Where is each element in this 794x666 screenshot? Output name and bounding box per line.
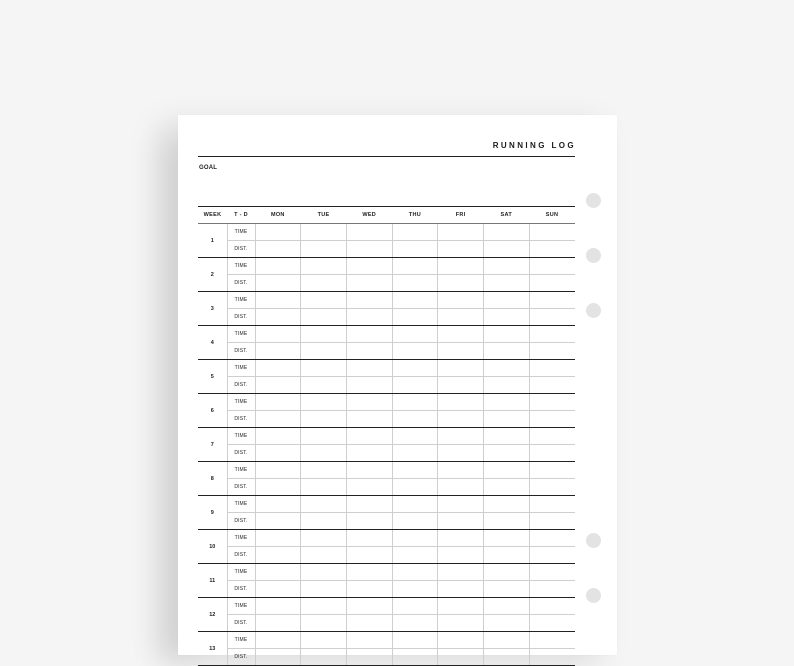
log-entry-cell[interactable] bbox=[483, 292, 529, 309]
log-entry-cell[interactable] bbox=[346, 377, 392, 394]
log-entry-cell[interactable] bbox=[483, 632, 529, 649]
log-entry-cell[interactable] bbox=[346, 479, 392, 496]
log-entry-cell[interactable] bbox=[483, 496, 529, 513]
log-entry-cell[interactable] bbox=[483, 326, 529, 343]
log-entry-cell[interactable] bbox=[301, 496, 347, 513]
log-entry-cell[interactable] bbox=[529, 360, 575, 377]
log-entry-cell[interactable] bbox=[483, 411, 529, 428]
log-entry-cell[interactable] bbox=[255, 479, 301, 496]
log-entry-cell[interactable] bbox=[483, 258, 529, 275]
log-entry-cell[interactable] bbox=[483, 479, 529, 496]
log-entry-cell[interactable] bbox=[255, 224, 301, 241]
log-entry-cell[interactable] bbox=[438, 275, 484, 292]
binder-hole bbox=[586, 533, 601, 548]
log-entry-cell[interactable] bbox=[255, 275, 301, 292]
log-entry-cell[interactable] bbox=[301, 530, 347, 547]
log-entry-cell[interactable] bbox=[483, 615, 529, 632]
log-entry-cell[interactable] bbox=[301, 292, 347, 309]
log-entry-cell[interactable] bbox=[346, 411, 392, 428]
log-entry-cell[interactable] bbox=[346, 326, 392, 343]
log-entry-cell[interactable] bbox=[438, 479, 484, 496]
distance-label: DIST. bbox=[227, 275, 255, 292]
log-entry-cell[interactable] bbox=[529, 462, 575, 479]
log-entry-cell[interactable] bbox=[392, 479, 438, 496]
log-entry-cell[interactable] bbox=[483, 513, 529, 530]
log-entry-cell[interactable] bbox=[438, 598, 484, 615]
log-entry-cell[interactable] bbox=[438, 564, 484, 581]
week-time-row bbox=[198, 258, 575, 275]
time-label: TIME bbox=[227, 462, 255, 479]
log-entry-cell[interactable] bbox=[438, 615, 484, 632]
time-label: TIME bbox=[227, 224, 255, 241]
log-entry-cell[interactable] bbox=[438, 496, 484, 513]
time-label: TIME bbox=[227, 326, 255, 343]
log-entry-cell[interactable] bbox=[346, 615, 392, 632]
header-fri: FRI bbox=[438, 207, 484, 224]
log-entry-cell[interactable] bbox=[529, 428, 575, 445]
log-entry-cell[interactable] bbox=[529, 513, 575, 530]
time-label: TIME bbox=[227, 632, 255, 649]
log-entry-cell[interactable] bbox=[301, 513, 347, 530]
log-entry-cell[interactable] bbox=[301, 377, 347, 394]
log-entry-cell[interactable] bbox=[255, 649, 301, 666]
log-entry-cell[interactable] bbox=[529, 275, 575, 292]
log-entry-cell[interactable] bbox=[483, 309, 529, 326]
log-entry-cell[interactable] bbox=[392, 649, 438, 666]
goal-label: GOAL bbox=[199, 165, 218, 171]
log-entry-cell[interactable] bbox=[301, 394, 347, 411]
time-label: TIME bbox=[227, 360, 255, 377]
log-entry-cell[interactable] bbox=[392, 309, 438, 326]
log-entry-cell[interactable] bbox=[392, 547, 438, 564]
log-entry-cell[interactable] bbox=[483, 428, 529, 445]
distance-label: DIST. bbox=[227, 309, 255, 326]
log-entry-cell[interactable] bbox=[346, 496, 392, 513]
log-entry-cell[interactable] bbox=[529, 445, 575, 462]
week-number: 11 bbox=[198, 564, 227, 598]
binder-hole bbox=[586, 193, 601, 208]
log-entry-cell[interactable] bbox=[529, 343, 575, 360]
log-entry-cell[interactable] bbox=[255, 326, 301, 343]
week-time-row bbox=[198, 564, 575, 581]
week-distance-row bbox=[198, 445, 575, 462]
distance-label: DIST. bbox=[227, 343, 255, 360]
distance-label: DIST. bbox=[227, 547, 255, 564]
log-entry-cell[interactable] bbox=[301, 360, 347, 377]
log-entry-cell[interactable] bbox=[301, 479, 347, 496]
log-entry-cell[interactable] bbox=[255, 513, 301, 530]
week-number: 7 bbox=[198, 428, 227, 462]
log-entry-cell[interactable] bbox=[438, 649, 484, 666]
log-entry-cell[interactable] bbox=[483, 581, 529, 598]
log-entry-cell[interactable] bbox=[483, 241, 529, 258]
log-entry-cell[interactable] bbox=[483, 360, 529, 377]
log-entry-cell[interactable] bbox=[438, 428, 484, 445]
log-entry-cell[interactable] bbox=[346, 224, 392, 241]
time-label: TIME bbox=[227, 394, 255, 411]
distance-label: DIST. bbox=[227, 615, 255, 632]
header-sun: SUN bbox=[529, 207, 575, 224]
log-entry-cell[interactable] bbox=[301, 649, 347, 666]
week-distance-row bbox=[198, 377, 575, 394]
table-header-row bbox=[198, 207, 575, 224]
log-entry-cell[interactable] bbox=[346, 360, 392, 377]
log-entry-cell[interactable] bbox=[438, 326, 484, 343]
distance-label: DIST. bbox=[227, 513, 255, 530]
time-label: TIME bbox=[227, 530, 255, 547]
log-entry-cell[interactable] bbox=[438, 530, 484, 547]
log-entry-cell[interactable] bbox=[255, 394, 301, 411]
week-number: 8 bbox=[198, 462, 227, 496]
log-entry-cell[interactable] bbox=[301, 428, 347, 445]
log-entry-cell[interactable] bbox=[255, 581, 301, 598]
planner-sheet bbox=[178, 115, 617, 660]
log-entry-cell[interactable] bbox=[346, 581, 392, 598]
week-distance-row bbox=[198, 547, 575, 564]
log-entry-cell[interactable] bbox=[529, 479, 575, 496]
log-entry-cell[interactable] bbox=[483, 275, 529, 292]
log-entry-cell[interactable] bbox=[346, 428, 392, 445]
log-entry-cell[interactable] bbox=[392, 581, 438, 598]
log-entry-cell[interactable] bbox=[529, 224, 575, 241]
log-entry-cell[interactable] bbox=[255, 411, 301, 428]
log-entry-cell[interactable] bbox=[529, 394, 575, 411]
log-entry-cell[interactable] bbox=[346, 394, 392, 411]
log-entry-cell[interactable] bbox=[346, 445, 392, 462]
log-entry-cell[interactable] bbox=[438, 394, 484, 411]
week-number: 3 bbox=[198, 292, 227, 326]
log-entry-cell[interactable] bbox=[392, 360, 438, 377]
header-wed: WED bbox=[346, 207, 392, 224]
week-distance-row bbox=[198, 343, 575, 360]
log-entry-cell[interactable] bbox=[255, 292, 301, 309]
log-entry-cell[interactable] bbox=[392, 462, 438, 479]
log-entry-cell[interactable] bbox=[392, 615, 438, 632]
log-entry-cell[interactable] bbox=[346, 292, 392, 309]
header-thu: THU bbox=[392, 207, 438, 224]
week-distance-row bbox=[198, 581, 575, 598]
log-entry-cell[interactable] bbox=[346, 343, 392, 360]
distance-label: DIST. bbox=[227, 479, 255, 496]
week-time-row bbox=[198, 428, 575, 445]
log-entry-cell[interactable] bbox=[346, 530, 392, 547]
week-time-row bbox=[198, 394, 575, 411]
page-title: RUNNING LOG bbox=[492, 141, 576, 150]
log-entry-cell[interactable] bbox=[392, 292, 438, 309]
log-entry-cell[interactable] bbox=[346, 462, 392, 479]
log-entry-cell[interactable] bbox=[301, 581, 347, 598]
log-entry-cell[interactable] bbox=[529, 598, 575, 615]
log-entry-cell[interactable] bbox=[483, 530, 529, 547]
log-entry-cell[interactable] bbox=[483, 564, 529, 581]
log-entry-cell[interactable] bbox=[438, 462, 484, 479]
log-entry-cell[interactable] bbox=[255, 615, 301, 632]
log-entry-cell[interactable] bbox=[529, 326, 575, 343]
log-entry-cell[interactable] bbox=[438, 309, 484, 326]
week-distance-row bbox=[198, 615, 575, 632]
log-entry-cell[interactable] bbox=[392, 275, 438, 292]
log-entry-cell[interactable] bbox=[301, 411, 347, 428]
log-entry-cell[interactable] bbox=[438, 343, 484, 360]
log-entry-cell[interactable] bbox=[392, 343, 438, 360]
week-number: 2 bbox=[198, 258, 227, 292]
log-entry-cell[interactable] bbox=[438, 258, 484, 275]
log-entry-cell[interactable] bbox=[483, 547, 529, 564]
week-distance-row bbox=[198, 649, 575, 666]
log-entry-cell[interactable] bbox=[529, 547, 575, 564]
week-number: 9 bbox=[198, 496, 227, 530]
log-entry-cell[interactable] bbox=[529, 377, 575, 394]
log-entry-cell[interactable] bbox=[255, 258, 301, 275]
log-entry-cell[interactable] bbox=[392, 241, 438, 258]
header-mon: MON bbox=[255, 207, 301, 224]
log-entry-cell[interactable] bbox=[255, 530, 301, 547]
week-distance-row bbox=[198, 479, 575, 496]
week-time-row bbox=[198, 496, 575, 513]
log-entry-cell[interactable] bbox=[346, 547, 392, 564]
log-entry-cell[interactable] bbox=[392, 496, 438, 513]
week-number: 12 bbox=[198, 598, 227, 632]
log-entry-cell[interactable] bbox=[392, 258, 438, 275]
log-entry-cell[interactable] bbox=[438, 292, 484, 309]
log-entry-cell[interactable] bbox=[438, 377, 484, 394]
log-entry-cell[interactable] bbox=[529, 632, 575, 649]
log-entry-cell[interactable] bbox=[483, 377, 529, 394]
log-entry-cell[interactable] bbox=[301, 615, 347, 632]
log-entry-cell[interactable] bbox=[438, 547, 484, 564]
header-time-distance: T - D bbox=[227, 207, 255, 224]
log-entry-cell[interactable] bbox=[483, 649, 529, 666]
log-entry-cell[interactable] bbox=[301, 462, 347, 479]
log-entry-cell[interactable] bbox=[255, 428, 301, 445]
log-entry-cell[interactable] bbox=[255, 377, 301, 394]
log-entry-cell[interactable] bbox=[483, 462, 529, 479]
binder-hole bbox=[586, 303, 601, 318]
log-entry-cell[interactable] bbox=[255, 564, 301, 581]
time-label: TIME bbox=[227, 564, 255, 581]
log-entry-cell[interactable] bbox=[392, 564, 438, 581]
time-label: TIME bbox=[227, 598, 255, 615]
log-entry-cell[interactable] bbox=[255, 445, 301, 462]
log-entry-cell[interactable] bbox=[301, 326, 347, 343]
log-entry-cell[interactable] bbox=[346, 649, 392, 666]
distance-label: DIST. bbox=[227, 241, 255, 258]
log-entry-cell[interactable] bbox=[392, 530, 438, 547]
log-entry-cell[interactable] bbox=[392, 598, 438, 615]
distance-label: DIST. bbox=[227, 411, 255, 428]
week-time-row bbox=[198, 462, 575, 479]
log-entry-cell[interactable] bbox=[255, 598, 301, 615]
log-entry-cell[interactable] bbox=[255, 632, 301, 649]
log-entry-cell[interactable] bbox=[438, 513, 484, 530]
week-number: 5 bbox=[198, 360, 227, 394]
week-number: 13 bbox=[198, 632, 227, 666]
week-distance-row bbox=[198, 309, 575, 326]
log-entry-cell[interactable] bbox=[346, 275, 392, 292]
log-entry-cell[interactable] bbox=[301, 241, 347, 258]
log-entry-cell[interactable] bbox=[438, 581, 484, 598]
log-entry-cell[interactable] bbox=[255, 360, 301, 377]
log-entry-cell[interactable] bbox=[392, 632, 438, 649]
log-entry-cell[interactable] bbox=[346, 241, 392, 258]
time-label: TIME bbox=[227, 258, 255, 275]
binder-hole bbox=[586, 588, 601, 603]
title-divider bbox=[198, 156, 575, 157]
distance-label: DIST. bbox=[227, 445, 255, 462]
week-time-row bbox=[198, 326, 575, 343]
week-number: 6 bbox=[198, 394, 227, 428]
log-entry-cell[interactable] bbox=[301, 564, 347, 581]
log-entry-cell[interactable] bbox=[529, 615, 575, 632]
log-entry-cell[interactable] bbox=[301, 598, 347, 615]
log-entry-cell[interactable] bbox=[529, 496, 575, 513]
log-entry-cell[interactable] bbox=[438, 411, 484, 428]
log-entry-cell[interactable] bbox=[483, 598, 529, 615]
log-entry-cell[interactable] bbox=[483, 394, 529, 411]
log-entry-cell[interactable] bbox=[255, 496, 301, 513]
log-entry-cell[interactable] bbox=[301, 547, 347, 564]
week-number: 1 bbox=[198, 224, 227, 258]
log-entry-cell[interactable] bbox=[438, 241, 484, 258]
header-tue: TUE bbox=[301, 207, 347, 224]
log-entry-cell[interactable] bbox=[301, 275, 347, 292]
log-entry-cell[interactable] bbox=[346, 258, 392, 275]
log-entry-cell[interactable] bbox=[438, 632, 484, 649]
log-entry-cell[interactable] bbox=[392, 224, 438, 241]
log-entry-cell[interactable] bbox=[529, 292, 575, 309]
week-distance-row bbox=[198, 241, 575, 258]
log-entry-cell[interactable] bbox=[392, 445, 438, 462]
log-entry-cell[interactable] bbox=[301, 258, 347, 275]
week-time-row bbox=[198, 224, 575, 241]
log-entry-cell[interactable] bbox=[346, 513, 392, 530]
time-label: TIME bbox=[227, 496, 255, 513]
log-entry-cell[interactable] bbox=[483, 445, 529, 462]
log-entry-cell[interactable] bbox=[392, 411, 438, 428]
log-entry-cell[interactable] bbox=[438, 224, 484, 241]
week-time-row bbox=[198, 292, 575, 309]
log-entry-cell[interactable] bbox=[392, 428, 438, 445]
log-entry-cell[interactable] bbox=[255, 309, 301, 326]
log-entry-cell[interactable] bbox=[529, 530, 575, 547]
distance-label: DIST. bbox=[227, 581, 255, 598]
log-entry-cell[interactable] bbox=[255, 343, 301, 360]
log-entry-cell[interactable] bbox=[346, 598, 392, 615]
log-entry-cell[interactable] bbox=[346, 632, 392, 649]
table-body bbox=[198, 224, 575, 666]
log-entry-cell[interactable] bbox=[392, 326, 438, 343]
log-entry-cell[interactable] bbox=[529, 564, 575, 581]
log-entry-cell[interactable] bbox=[346, 309, 392, 326]
log-entry-cell[interactable] bbox=[346, 564, 392, 581]
log-entry-cell[interactable] bbox=[529, 309, 575, 326]
week-time-row bbox=[198, 530, 575, 547]
log-entry-cell[interactable] bbox=[301, 309, 347, 326]
log-entry-cell[interactable] bbox=[255, 462, 301, 479]
week-distance-row bbox=[198, 513, 575, 530]
log-entry-cell[interactable] bbox=[529, 411, 575, 428]
week-time-row bbox=[198, 632, 575, 649]
log-entry-cell[interactable] bbox=[392, 513, 438, 530]
log-entry-cell[interactable] bbox=[529, 241, 575, 258]
log-entry-cell[interactable] bbox=[438, 445, 484, 462]
log-entry-cell[interactable] bbox=[529, 649, 575, 666]
log-entry-cell[interactable] bbox=[529, 258, 575, 275]
distance-label: DIST. bbox=[227, 649, 255, 666]
log-entry-cell[interactable] bbox=[483, 343, 529, 360]
log-entry-cell[interactable] bbox=[483, 224, 529, 241]
log-entry-cell[interactable] bbox=[301, 445, 347, 462]
log-entry-cell[interactable] bbox=[255, 547, 301, 564]
log-entry-cell[interactable] bbox=[438, 360, 484, 377]
log-entry-cell[interactable] bbox=[392, 394, 438, 411]
time-label: TIME bbox=[227, 428, 255, 445]
distance-label: DIST. bbox=[227, 377, 255, 394]
week-time-row bbox=[198, 360, 575, 377]
week-time-row bbox=[198, 598, 575, 615]
week-number: 4 bbox=[198, 326, 227, 360]
header-week: WEEK bbox=[198, 207, 227, 224]
log-entry-cell[interactable] bbox=[301, 343, 347, 360]
log-entry-cell[interactable] bbox=[392, 377, 438, 394]
log-entry-cell[interactable] bbox=[301, 224, 347, 241]
week-number: 10 bbox=[198, 530, 227, 564]
binder-hole bbox=[586, 248, 601, 263]
week-distance-row bbox=[198, 275, 575, 292]
log-entry-cell[interactable] bbox=[529, 581, 575, 598]
header-sat: SAT bbox=[483, 207, 529, 224]
week-distance-row bbox=[198, 411, 575, 428]
time-label: TIME bbox=[227, 292, 255, 309]
log-entry-cell[interactable] bbox=[301, 632, 347, 649]
running-log-table bbox=[198, 206, 575, 666]
log-entry-cell[interactable] bbox=[255, 241, 301, 258]
